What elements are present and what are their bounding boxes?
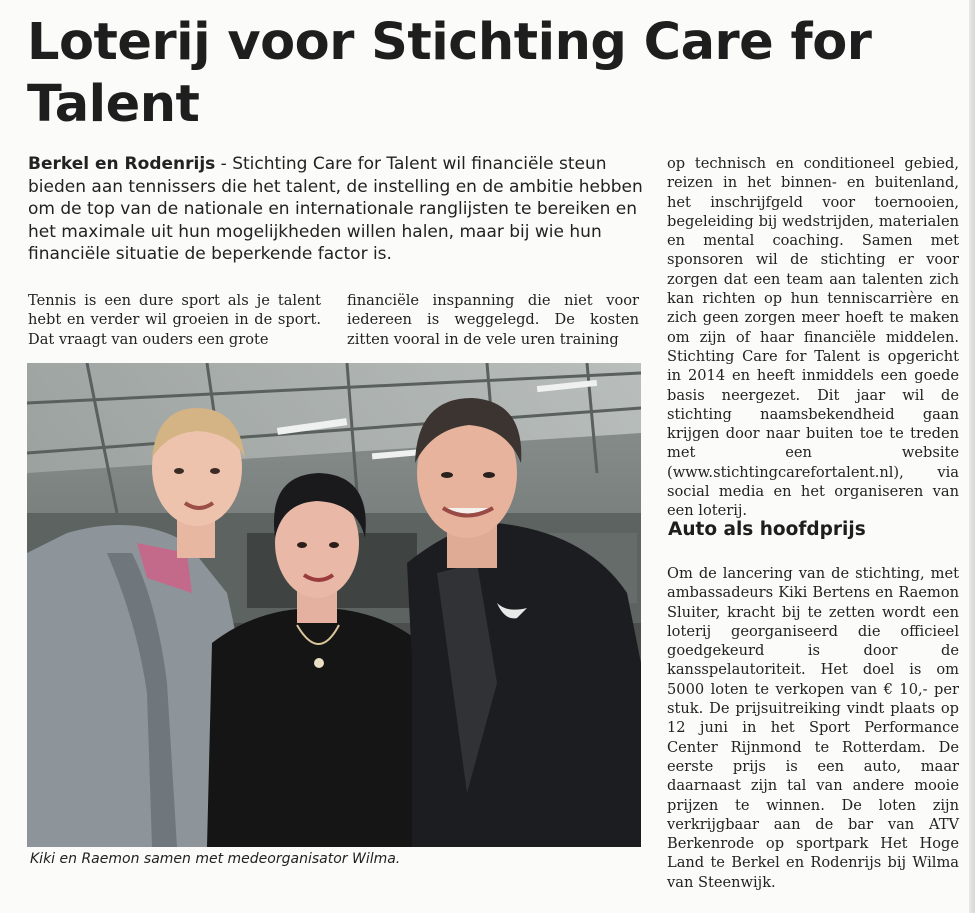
column-middle-text: financiële inspanning die niet voor iedereen is weggelegd. De kosten zitten vooral in de vele uren training <box>347 292 639 348</box>
subheading: Auto als hoofdprijs <box>668 519 866 540</box>
page-edge <box>969 0 975 913</box>
lead-text: - Stichting Care for Talent wil financiële steun bieden aan tennissers die het talent, de instelling en de ambitie hebben om de top van de nationale en internationale ranglijsten te bereiken en het maximale uit hun mogelijkheden willen halen, maar bij wie hun financiële situatie de beperkende factor is. <box>28 154 643 264</box>
column-right-text: op technisch en conditioneel gebied, reizen in het binnen- en buitenland, het inschrijfgeld voor toernooien, begeleiding bij wedstrijden, materialen en mental coaching. Samen met sponsoren wil de stichting er voor zorgen dat een team aan talenten zich kan richten op hun tenniscarrière en zich geen zorgen meer hoeft te maken om zijn of haar financiële middelen. Stichting Care for Talent is opgericht in 2014 en heeft inmiddels een goede basis neergezet. Dit jaar wil de stichting naamsbekendheid gaan krijgen door naar buiten toe te treden met een website (www.stichtingcarefortalent.nl), via social media en het organiseren van een loterij. <box>667 155 959 520</box>
lead-location: Berkel en Rodenrijs <box>28 154 216 174</box>
column-right-continued-text: Om de lancering van de stichting, met ambassadeurs Kiki Bertens en Raemon Sluiter, kracht bij te zetten wordt een loterij georganiseerd die officieel goedgekeurd is door de kansspelautoriteit. Het doel is om 5000 loten te verkopen van € 10,- per stuk. De prijsuitreiking vindt plaats op 12 juni in het Sport Performance Center Rijnmond te Rotterdam. De eerste prijs is een auto, maar daarnaast zijn tal van andere mooie prijzen te winnen. De loten zijn verkrijgbaar aan de bar van ATV Berkenrode op sportpark Het Hoge Land te Berkel en Rodenrijs bij Wilma van Steenwijk. <box>667 565 959 891</box>
article-headline: Loterij voor Stichting Care for Talent <box>27 13 872 134</box>
photo-caption: Kiki en Raemon samen met medeorganisator Wilma. <box>30 851 401 867</box>
column-left-text: Tennis is een dure sport als je talent hebt en verder wil groeien in de sport. Dat vraagt van ouders een grote <box>28 292 321 348</box>
article-photo <box>27 363 641 847</box>
article-lead <box>28 153 643 266</box>
